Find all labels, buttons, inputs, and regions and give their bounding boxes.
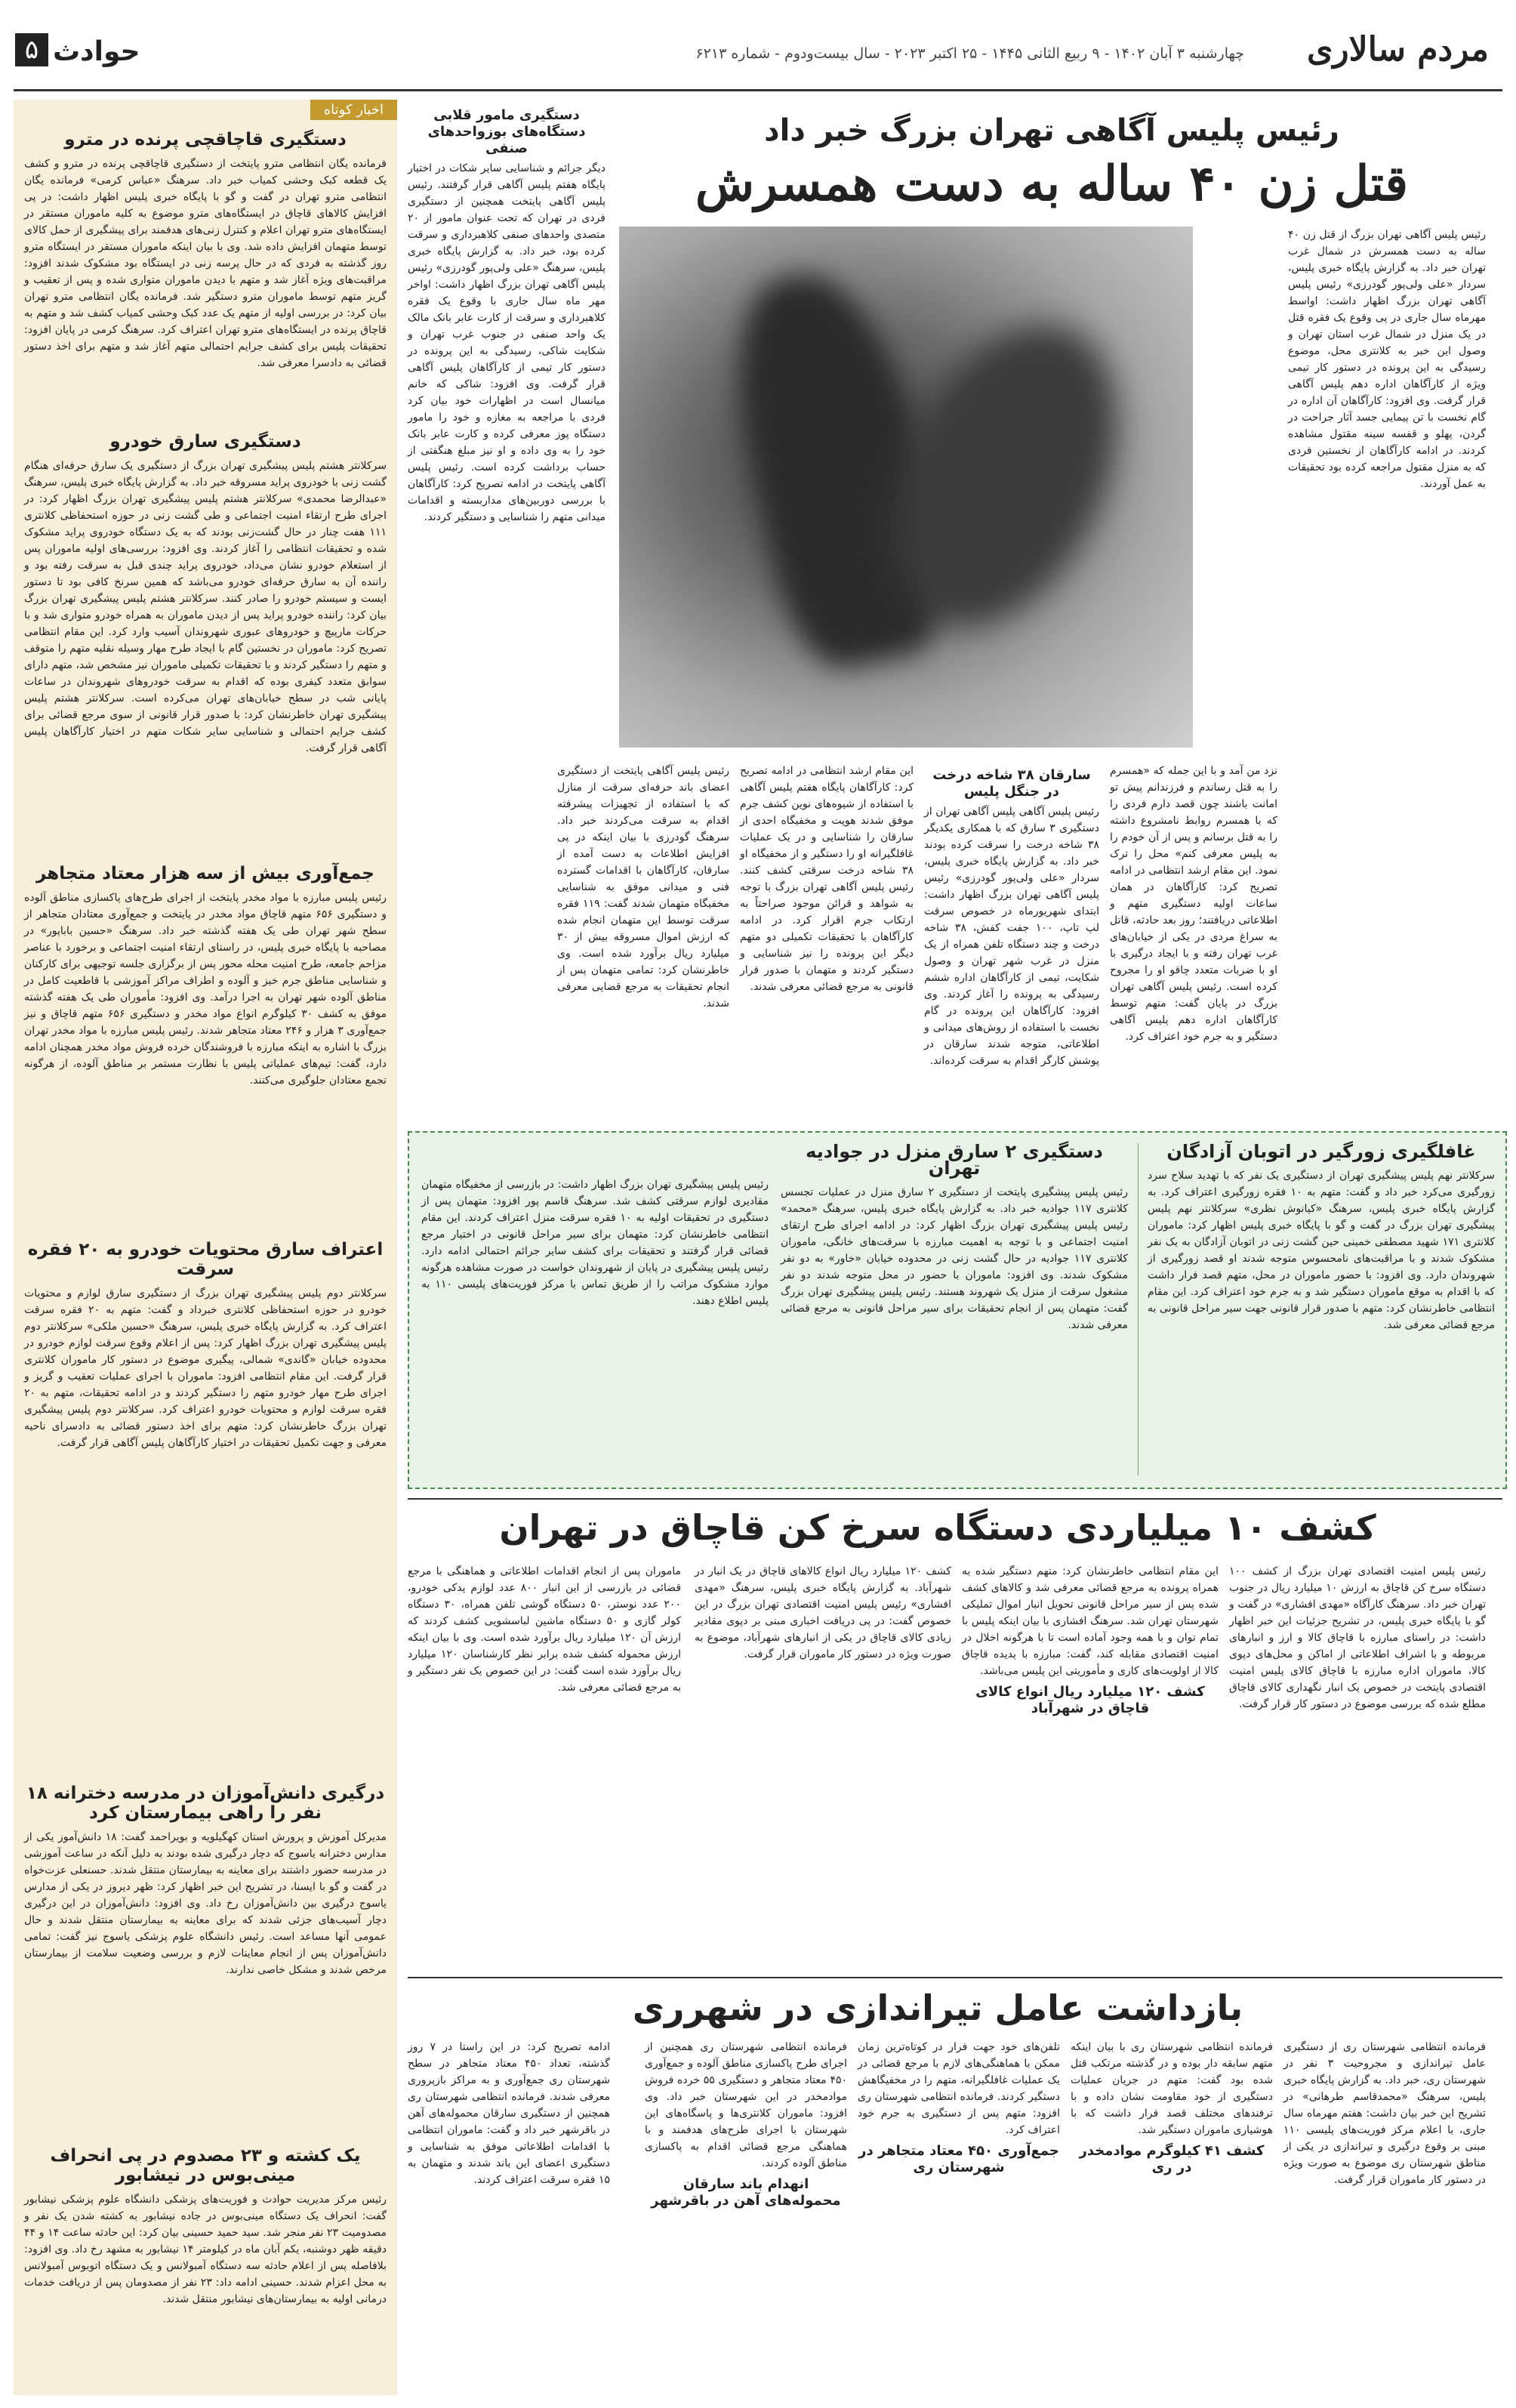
story3-text: تلفن‌های خود جهت فرار در کوتاه‌ترین زمان ممکن با هماهنگی‌های لازم با مرجع قضائی در یک عملیات غافلگیرانه، متهم را در مخفیگاهش دستگیر کردند. فرمانده انتظامی شهرستان ری افزود: متهم پس از دستگیری به جرم خود اعتراف کرد. (858, 2041, 1060, 2136)
lead-column-text: دیگر جرائم و شناسایی سایر شکات در اختیار پایگاه هفتم پلیس آگاهی قرار گرفتند. رئیس پلیس آگاهی پایتخت همچنین از دستگیری فردی در تهران که تحت عنوان مامور از ۲۰ متصدی واحدهای صنفی کلاهبرداری و سرقت کرده بود، خبر داد. به گزارش پایگاه خبری پلیس، سرهنگ «علی ولی‌پور گودرزی» رئیس پلیس آگاهی تهران بزرگ اظهار داشت: اواخر مهر ماه سال جاری با وقوع یک فقره کلاهبرداری و سرقت از کارت عابر بانک مالک یک واحد صنفی در جنوب غرب تهران و شکایت شاکی، رسیدگی به این پرونده در دستور کار تیمی از کارآگاهان پلیس آگاهی قرار گرفت. وی افزود: شاکی که خانم میانسال است در اظهارات خود بیان کرد فردی با مراجعه به مغازه و خود را مامور دستگاه پوز معرفی کرده و کارت عابر بانک خود را به وی داده و او نیز مبلغ هنگفتی از حساب برداشت کرده است. رئیس پلیس آگاهی پایتخت در ادامه تصریح کرد: کارآگاهان با بررسی دوربین‌های مداربسته و اقدامات میدانی متهم را شناسایی و دستگیر کردند. (408, 162, 605, 523)
subhead: کشف ۱۲۰ میلیارد ریال انواع کالای قاچاق در شهرآباد (975, 1684, 1205, 1716)
subhead: سارقان ۳۸ شاخه درخت در جنگل پلیس (932, 767, 1091, 800)
sidebar-tag: اخبار کوتاه (310, 100, 397, 120)
brief-item (24, 1784, 387, 1978)
dateline: چهارشنبه ۳ آبان ۱۴۰۲ - ۹ ربیع الثانی ۱۴۴۵ - ۲۵ اکتبر ۲۰۲۳ - سال بیست‌ودوم - شماره ۶۲۱۳ (695, 45, 1244, 62)
brief-body: مدیرکل آموزش و پرورش استان کهگیلویه و بویراحمد گفت: ۱۸ دانش‌آموز یکی از مدارس دخترانه یاسوج که دچار درگیری شده بودند به دلیل آنکه در ساعت آموزشی در مدرسه حضور داشتند برای معاینه به بیمارستان منتقل شدند. حسنعلی عزت‌خواه در گفت و گو با ایسنا، در تشریح این خبر اظهار کرد: ظهر دیروز در یکی از مدارس یاسوج درگیری بین دانش‌آموزان رخ داد. وی افزود: دانش‌آموزان در این درگیری دچار آسیب‌های جزئی شدند که برای معاینه به بیمارستان منتقل شدند و حال عمومی آنها مساعد است. رئیس دانشگاه علوم پزشکی یاسوج نیز گفت: تمامی دانش‌آموزان پس از انجام معاینات لازم و بررسی وضعیت سلامت از بیمارستان مرخص شدند و مشکل خاصی ندارند. (24, 1831, 387, 1976)
subhead: دستگیری مامور قلابی دستگاه‌های بوزواحدهای صنفی (427, 107, 586, 156)
brief-item (24, 130, 387, 372)
brief-title: درگیری دانش‌آموزان در مدرسه دخترانه ۱۸ نفر را راهی بیمارستان کرد (26, 1784, 385, 1823)
lead-photo (619, 227, 1193, 748)
story-rule (408, 1977, 1502, 1978)
lead-column (408, 103, 605, 1119)
story3-headline: بازداشت عامل تیراندازی در شهرری (632, 1987, 1243, 2028)
brief-item (24, 2146, 387, 2308)
brief-item (24, 432, 387, 757)
lead-headline: قتل زن ۴۰ ساله به دست همسرش (695, 156, 1409, 212)
box-text: رئیس پلیس پیشگیری پایتخت از دستگیری ۲ سارق منزل در عملیات تجسس کلانتری ۱۱۷ جواد‌یه خبر داد. به گزارش پایگاه خبری پلیس، سرهنگ «محمد» رئیس پلیس پیشگیری تهران بزرگ اظهار کرد: در ادامه اجرای طرح ارتقای امنیت اجتماعی و با توجه به اهمیت مبارزه با سرقت‌های خانگی، ماموران کلانتری ۱۱۷ جواد‌یه در حال گشت زنی در محدوده خیابان «خاور» به دو نفر مشکوک شدند. وی افزود: ماموران با حضور در محل متوجه شدند دو نفر مشغول سرقت از منزل یک شهروند هستند. رئیس پلیس پیشگیری تهران بزرگ گفت: متهمان پس از انجام تحقیقات برای سیر مراحل قانونی به مرجع قضائی معرفی شدند. (781, 1186, 1128, 1331)
newspaper-logo: مردم سالاری (1306, 30, 1489, 69)
page-header (0, 0, 1516, 89)
lead-kicker: رئیس پلیس آگاهی تهران بزرگ خبر داد (764, 113, 1339, 148)
lead-column: رئیس پلیس آگاهی تهران بزرگ از قتل زن ۴۰ ساله به دست همسرش در شمال غرب تهران خبر داد. به گزارش پایگاه خبری پلیس، سردار «علی ولی‌پور گودرزی» رئیس پلیس آگاهی تهران بزرگ اظهار داشت: اواسط مهرماه سال جاری در پی وقوع یک فقره قتل در یک منزل در شمال غرب استان تهران و وصول این خبر به کلانتری محل، موضوع رسیدگی به این پرونده در دستور کار تیمی ویژه از کارآگاهان اداره دهم پلیس آگاهی قرار گرفت. وی افزود: کارآگاهان آن اداره در گام نخست با تن پیمایی جسد آثار جراحت در گردن، پهلو و قفسه سینه مقتول مشاهده کردند. در ادامه کارآگاهان از نخستین فردی که به منزل مقتول مراجعه کرده بود تحقیقات به عمل آوردند. (1288, 229, 1486, 490)
brief-body: فرمانده یگان انتظامی مترو پایتخت از دستگیری قاچاقچی پرنده در مترو و کشف یک قطعه کبک وحشی کمیاب خبر داد. سرهنگ «عباس کرمی» فرمانده یگان انتظامی مترو تهران در گفت و گو با پایگاه خبری پلیس اظهار داشت: در پی افزایش کالاهای قاچاق در ایستگاه‌های مترو موضوع به کلیه ماموران مستقر در ایستگاه‌های مترو تهران اعلام و کنترل زنی‌های هدفمند برای پیشگیری از حمل کالای توسط متهمان افزایش داده شد. وی با بیان اینکه ماموران مستقر در ایستگاه مترو روز گذشته به فردی که در حال پرسه زنی در ایستگاه بود مشکوک شدند افزود: مراقبت‌های ویژه آغاز شد و متهم با دیدن ماموران متواری شده و پس از تعقیب و گریز متهم توسط ماموران مترو دستگیر شد. فرمانده یگان انتظامی مترو تهران بیان کرد: در بررسی اولیه از متهم یک عدد کبک وحشی کمیاب کشف شد و متهم به قاچاق پرنده در ایستگاه‌های مترو تهران اعتراف کرد. سرهنگ کرمی در پایان افزود: تحقیقات پلیس برای کشف جرایم احتمالی متهم آغاز شد و متهم برای اخذ دستور قضائی به دادسرا معرفی شد. (24, 158, 387, 369)
story2-column: ماموران پس از انجام اقدامات اطلاعاتی و هماهنگی با مرجع قضائی در بازرسی از این انبار ۸۰۰ عدد لوازم یدکی خودرو، ۲۰۰ عدد نوستر، ۵۰ دستگاه گوشی تلفن همراه، ۳۰ دستگاه کولر گازی و ۵۰ دستگاه ماشین لباسشویی کشف کردند که ارزش آن ۱۲۰ میلیارد ریال برآورد شده است. وی با بیان اینکه ارزش محموله کشف شده برابر نظر کارشناسان ۱۲۰ میلیارد ریال برآورد شده است گفت: در این خصوص یک نفر دستگیر و به مرجع قضائی معرفی شد. (408, 1565, 682, 1694)
brief-body: سرکلانتر هشتم پلیس پیشگیری تهران بزرگ از دستگیری یک سارق حرفه‌ای هنگام گشت زنی با خودروی پراید مسروقه خبر داد. به گزارش پایگاه خبری پلیس، سرهنگ «عبدالرضا محمدی» سرکلانتر هشتم پلیس پیشگیری تهران بزرگ اظهار کرد: در اجرای طرح ارتقاء امنیت اجتماعی و طی گشت زنی در حوزه استحفاظی کلانتری ۱۱۱ هفت چنار در حال گشت‌زنی بودند که به یک دستگاه خودروی پراید مشکوک شده و تحقیقات انتظامی را آغاز کردند. وی افزود: بررسی‌های اولیه ماموران پس از استعلام خودرو نشان می‌داد، خودروی پراید چندی قبل به سرقت رفته بود و راننده آن به سارق حرفه‌ای خودرو می‌باشد که همین سرنخ کافی بود تا دستور ایست و سیستم خودرو را صادر کنند. سرکلانتر هشتم پلیس پیشگیری تهران بزرگ بیان کرد: راننده خودرو پراید پس از دیدن ماموران به همراه خودرو متواری شد و با حرکات مارپیچ و خودروهای عبوری شهروندان آسیب وارد کرد. این مقام انتظامی تصریح کرد: ماموران در نخستین گام با ایجاد طرح مهار وسیله نقلیه متهم را متوقف و متهم را دستگیر کردند و با تحقیقات تکمیلی ماموران نیز مشخص شد، متهم دارای سوابق متعدد کیفری بوده که اقدام به سرقت خودروهای شهروندان در ساعات پایانی شب در سطح خیابان‌های تهران می‌کرده است. سرکلانتر هشتم پلیس پیشگیری تهران خاطرنشان کرد: با صدور قرار قانونی از سوی مرجع قضائی برای کشف جرایم احتمالی و شناسایی سایر شکات متهم در اختیار کارآگاهان پلیس آگاهی قرار گرفت. (24, 460, 387, 754)
lead-column-text: رئیس پلیس آگاهی پلیس آگاهی تهران از دستگیری ۳ سارق که با همکاری یکدیگر ۳۸ شاخه درخت را سرقت کرده بودند خبر داد. به گزارش پایگاه خبری پلیس، سردار «علی ولی‌پور گودرزی» رئیس پلیس آگاهی تهران بزرگ اظهار داشت: ابتدای شهریورماه در خصوص سرقت لپ تاپ، ۱۰۰ جفت کفش، ۳۸ شاخه درخت و چند دستگاه تلفن همراه از یک منزل در غرب شهر تهران و وصول شکایت، تیمی از کارآگاهان اداره ششم رسیدگی به پرونده را آغاز کردند. وی افزود: کارآگاهان این پرونده در گام نخست با استفاده از روش‌های میدانی و اطلاعاتی، متوجه شدند سارقان در پوشش کارگر اقدام به سرقت کرده‌اند. (924, 806, 1100, 1067)
brief-title: یک کشته و ۲۳ مصدوم در پی انحراف مینی‌بوس در نیشابور (50, 2146, 361, 2185)
story2-column: کشف ۱۲۰ میلیارد ریال انواع کالاهای قاچاق در یک انبار در شهرآباد. به گزارش پایگاه خبری پلیس، سرهنگ «مهدی افشاری» رئیس پلیس امنیت اقتصادی تهران بزرگ در این خصوص گفت: در پی دریافت اخباری مبنی بر دپوی مقادیر زیادی کالای قاچاق در یکی از انبارهای شهرآباد، موضوع به صورت ویژه در دستور کار ماموران قرار گرفت. (695, 1565, 951, 1660)
story3-column: ادامه تصریح کرد: در این راستا در ۷ روز گذشته، تعداد ۴۵۰ معتاد متجاهر در سطح شهرستان ری جمع‌آوری و به مراکز بازپروری معرفی شدند. فرمانده انتظامی شهرستان ری همچنین از دستگیری سارقان محموله‌های آهن در باقرشهر خبر داد و گفت: ماموران انتظامی با اقدامات اطلاعاتی موفق به شناسایی و دستگیری اعضای این باند شدند و متهمان به ۱۵ فقره سرقت اعتراف کردند. (408, 2041, 610, 2186)
section-name: حوادث (53, 36, 140, 67)
header-rule (14, 89, 1502, 91)
story3-text: فرمانده انتظامی شهرستان ری با بیان اینکه متهم سابقه دار بوده و در گذشته مرتکب قتل شده بود گفت: متهم در جریان عملیات دستگیری از خود مقاومت نشان داده و با ترفندهای مختلف قصد فرار داشت که با هوشیاری ماموران دستگیر شد. (1071, 2041, 1273, 2136)
story-rule (408, 1498, 1502, 1500)
story2-headline: کشف ۱۰ میلیاردی دستگاه سرخ کن قاچاق در تهران (499, 1507, 1376, 1548)
brief-item (24, 1240, 387, 1451)
box-title: دستگیری ۲ سارق منزل در جوادیه تهران (806, 1141, 1103, 1179)
story2-text: این مقام انتظامی خاطرنشان کرد: متهم دستگیر شده به همراه پرونده به مرجع قضائی معرفی شد و کالاهای کشف شده پس از سیر مراحل قانونی تحویل انبار اموال تملیکی شهرستان تهران شد. سرهنگ افشاری با بیان اینکه پلیس با تمام توان و با همه وجود آماده است تا با هرگونه اخلال در امنیت اقتصادی مقابله کند، گفت: مبارزه با پدیده قاچاق کالا از اولویت‌های کاری و مأموریتی این پلیس می‌باشد. (962, 1565, 1219, 1677)
subhead: جمع‌آوری ۴۵۰ معتاد متجاهر در شهرستان ری (858, 2143, 1059, 2175)
lead-column (924, 763, 1099, 1118)
box-column (781, 1143, 1128, 1475)
box-column (421, 1143, 769, 1509)
brief-item (24, 864, 387, 1089)
lead-column: این مقام ارشد انتظامی در ادامه تصریح کرد: کارآگاهان پایگاه هفتم پلیس آگاهی با استفاده از شیوه‌های نوین کشف جرم موفق شدند هویت و مخفیگاه احدی از سارقان را شناسایی و در یک عملیات غافلگیرانه او را دستگیر و از مخفیگاه او ۳۸ شاخه درخت سرقتی کشف کنند. رئیس پلیس آگاهی تهران بزرگ با توجه به شواهد و قرائن موجود صراحتاً به ارتکاب جرم اقرار کرد. در ادامه کارآگاهان با تحقیقات تکمیلی دو متهم دیگر این پرونده را نیز شناسایی و دستگیر کردند و متهمان با صدور قرار قانونی به مرجع قضائی معرفی شدند. (740, 765, 914, 993)
boxed-news-section (408, 1131, 1507, 1489)
story2-column: رئیس پلیس امنیت اقتصادی تهران بزرگ از کشف ۱۰۰ دستگاه سرخ کن قاچاق به ارزش ۱۰ میلیارد ریال در جنوب تهران خبر داد. سرهنگ کارآگاه «مهدی افشاری» در گفت و گو با پایگاه خبری پلیس، در تشریح جزئیات این خبر اظهار داشت: در راستای مبارزه با قاچاق کالا و ارز و انبارهای مربوطه و با اشراف اطلاعاتی از اماکن و محل‌های دپوی کالا، ماموران اداره مبارزه با قاچاق کالای پلیس امنیت اقتصادی پایتخت در خصوص یک انبار نگهداری کالای قاچاق مطلع شده که بررسی موضوع در دستور کار قرار گرفت. (1229, 1565, 1486, 1710)
brief-title: اعتراف سارق محتویات خودرو به ۲۰ فقره سرقت (27, 1240, 384, 1279)
brief-title: دستگیری سارق خودرو (109, 432, 301, 452)
brief-title: جمع‌آوری بیش از سه هزار معتاد متجاهر (35, 864, 374, 883)
story3-column (645, 2039, 847, 2394)
story3-column: فرمانده انتظامی شهرستان ری از دستگیری عامل تیراندازی و مجروحیت ۳ نفر در شهرستان ری، خبر داد. به گزارش پایگاه خبری پلیس، سرهنگ «محمدقاسم طرهانی» در تشریح این خبر بیان داشت: هفتم مهرماه سال جاری، با اعلام مرکز فوریت‌های پلیسی ۱۱۰ مبنی بر وقوع درگیری و تیراندازی در یکی از مناطق شهرستان ری موضوع به صورت ویژه در دستور کار ماموران قرار گرفت. (1283, 2041, 1486, 2186)
box-text: رئیس پلیس پیشگیری تهران بزرگ اظهار داشت: در بازرسی از مخفیگاه متهمان مقادیری لوازم سرقتی کشف شد. سرهنگ قاسم پور افزود: متهمان پس از دستگیری در تحقیقات اولیه به ۱۰ فقره سرقت منزل اعتراف کردند. این مقام انتظامی خاطرنشان کرد: متهمان برای سیر مراحل قانونی در اختیار مرجع قضائی قرار گرفتند و تحقیقات برای کشف سایر جرائم احتمالی ادامه دارد. رئیس پلیس پیشگیری در پایان از شهروندان خواست در صورت مشاهده هرگونه موارد مشکوک مراتب را از طریق تماس با مرکز فوریت‌های پلیسی ۱۱۰ به پلیس اطلاع دهند. (421, 1179, 769, 1307)
box-text: سرکلانتر نهم پلیس پیشگیری تهران از دستگیری یک نفر که با تهدید سلاح سرد زورگیری می‌کرد خبر داد و گفت: متهم به ۱۰ فقره زورگیری اعتراف کرد. به گزارش پایگاه خبری پلیس، سرهنگ «کیانوش نظری» سرکلانتر نهم پلیس پیشگیری تهران بزرگ در گفت و گو با پایگاه خبری پلیس اظهار کرد: ماموران کلانتری ۱۷۱ شهید مصطفی خمینی حین گشت زنی در اتوبان آزادگان به یک نفر مشکوک شدند و با مراقبت‌های نامحسوس متوجه شدند او قصد زورگیری از شهروندان دارد. وی افزود: با حضور ماموران در محل، متهم قصد فرار داشت که با اقدام به موقع ماموران دستگیر شد و به جرم خود اعتراف کرد. این مقام انتظامی خاطرنشان کرد: متهم با صدور قرار قانونی جهت سیر مراحل قانونی به مرجع قضائی معرفی شد. (1148, 1170, 1496, 1331)
story3-column (1071, 2039, 1273, 2394)
lead-column: رئیس پلیس آگاهی پایتخت از دستگیری اعضای باند حرفه‌ای سرقت از منازل که با استفاده از تجهیزات پیشرفته اقدام به سرقت می‌کردند خبر داد. سرهنگ گودرزی با بیان اینکه در پی افزایش اطلاعات به دست آمده از سارقان، کارآگاهان با اقدامات گسترده فنی و میدانی موفق به شناسایی مخفیگاه متهمان شدند گفت: ۱۱۹ فقره سرقت توسط این متهمان انجام شده که ارزش اموال مسروقه بیش از ۳۰ میلیارد ریال برآورد شده است. وی خاطرنشان کرد: تمامی متهمان پس از انجام تحقیقات به مرجع قضایی معرفی شدند. (557, 765, 729, 1010)
box-title: غافلگیری زورگیر در اتوبان آزادگان (1166, 1141, 1476, 1162)
brief-body: رئیس مرکز مدیریت حوادث و فوریت‌های پزشکی دانشگاه علوم پزشکی نیشابور گفت: انحراف یک دستگاه مینی‌بوس در جاده نیشابور به کشته شدن یک نفر و مصدومیت ۲۳ نفر منجر شد. سید حمید حسینی بیان کرد: این حادثه ساعت ۱۴ و ۴۴ دقیقه ظهر دوشنبه، یکم آبان ماه در کیلومتر ۱۴ نیشابور به مشهد رخ داد. وی افزود: بلافاصله پس از اعلام حادثه سه دستگاه آمبولانس و یک دستگاه اتوبوس آمبولانس به محل اعزام شدند. حسینی ادامه داد: ۲۳ نفر از مصدومان پس از دریافت خدمات درمانی اولیه به بیمارستان‌های نیشابور منتقل شدند. (24, 2194, 387, 2305)
box-column (1148, 1143, 1495, 1475)
story2-column (962, 1563, 1219, 1971)
column-divider (1138, 1143, 1139, 1475)
subhead: انهدام باند سارقان محموله‌های آهن در باقرشهر (651, 2176, 841, 2209)
page-number: ۵ (15, 33, 48, 66)
brief-title: دستگیری قاچاقچی پرنده در مترو (64, 130, 347, 150)
subhead: کشف ۴۱ کیلوگرم موادمخدر در ری (1079, 2143, 1265, 2175)
news-briefs-sidebar (14, 100, 397, 2395)
brief-body: سرکلانتر دوم پلیس پیشگیری تهران بزرگ از دستگیری سارق لوازم و محتویات خودرو در حوزه استحفاظی کلانتری خبرداد و گفت: متهم به ۲۰ فقره سرقت اعتراف کرد. به گزارش پایگاه خبری پلیس، سرهنگ «حسین ملکی» سرکلانتر دوم پلیس پیشگیری تهران بزرگ اظهار کرد: پس از اعلام وقوع سرقت لوازم خودرو در محدوده خیابان «گاندی» شمالی، پیگیری موضوع در دستور کار ماموران کلانتری قرار گرفت. این مقام انتظامی افزود: ماموران با اجرای عملیات تعقیب و گریز و اجرای طرح مهار خودرو متهم را دستگیر کردند و در ادامه تحقیقات، متهم به ۲۰ فقره سرقت لوازم و محتویات خودرو اعتراف کرد. سرکلانتر دوم پلیس پیشگیری تهران بزرگ خاطرنشان کرد: متهم برای اخذ دستور قضائی به دادسرای ناحیه معرفی و جهت تکمیل تحقیقات در اختیار کارآگاهان پلیس آگاهی قرار گرفت. (24, 1287, 387, 1449)
story3-text: فرمانده انتظامی شهرستان ری همچنین از اجرای طرح پاکسازی مناطق آلوده و جمع‌آوری ۴۵۰ معتاد متجاهر و دستگیری ۵۵ خرده فروش موادمخدر در این شهرستان خبر داد. وی افزود: ماموران کلانتری‌ها و پاسگاه‌های این شهرستان با اجرای طرح‌های هدفمند و با هماهنگی مرجع قضائی اقدام به پاکسازی مناطق آلوده کردند. (645, 2041, 847, 2169)
brief-body: رئیس پلیس مبارزه با مواد مخدر پایتخت از اجرای طرح‌های پاکسازی مناطق آلوده و دستگیری ۶۵۶ متهم قاچاق مواد مخدر در پایتخت و جمع‌آوری معتادان متجاهر از سطح شهر تهران طی یک هفته گذشته خبر داد. سرهنگ «حسین باباپور» در مصاحبه با پایگاه خبری پلیس، در راستای ارتقاء امنیت اجتماعی و برخورد با عناصر مزاحم جامعه، طرح امنیت محله محور پس از برگزاری جلسه توجیهی برای کارکنان و شناسایی مناطق جرم خیز و آلوده و اطراف مراکز آموزشی با قاطعیت کامل در مناطق آلوده شهر تهران به اجرا درآمد. وی افزود: مأموران طی یک هفته گذشته موفق به کشف ۳۰ کیلوگرم انواع مواد مخدر و دستگیری ۶۵۶ متهم قاچاق و نیز جمع‌آوری ۳ هزار و ۲۴۶ معتاد متجاهر شدند. رئیس پلیس مبارزه با مواد مخدر تهران بزرگ با اشاره به اینکه مبارزه با فروشندگان خرده فروش مواد مخدر همچنان ادامه دارد، گفت: تیم‌های عملیاتی پلیس با نظارت مستمر بر مناطق آلوده، از هرگونه تجمع معتادان جلوگیری می‌کنند. (24, 892, 387, 1087)
story3-column (858, 2039, 1060, 2394)
lead-column: نزد من آمد و با این جمله که «همسرم را به قتل رساندم و فرزندانم پیش تو امانت باشند چون قصد دارم فردی را که با همسرم روابط نامشروع داشته را به قتل برسانم و پس از آن خودم را به پلیس معرفی کنم» محل را ترک نمود. این مقام ارشد انتظامی در ادامه تصریح کرد: کارآگاهان در همان ساعات اولیه دستگیری متهم و اطلاعاتی دریافتند؛ روز بعد حادثه، قاتل به سراغ مردی در یکی از خیابان‌های غرب تهران رفته و با ایجاد درگیری با او با ضربات متعدد چاقو او را مجروح کرده است. رئیس پلیس آگاهی تهران بزرگ در پایان گفت: متهم توسط کارآگاهان اداره دهم پلیس آگاهی دستگیر و به جرم خود اعتراف کرد. (1110, 765, 1277, 1043)
